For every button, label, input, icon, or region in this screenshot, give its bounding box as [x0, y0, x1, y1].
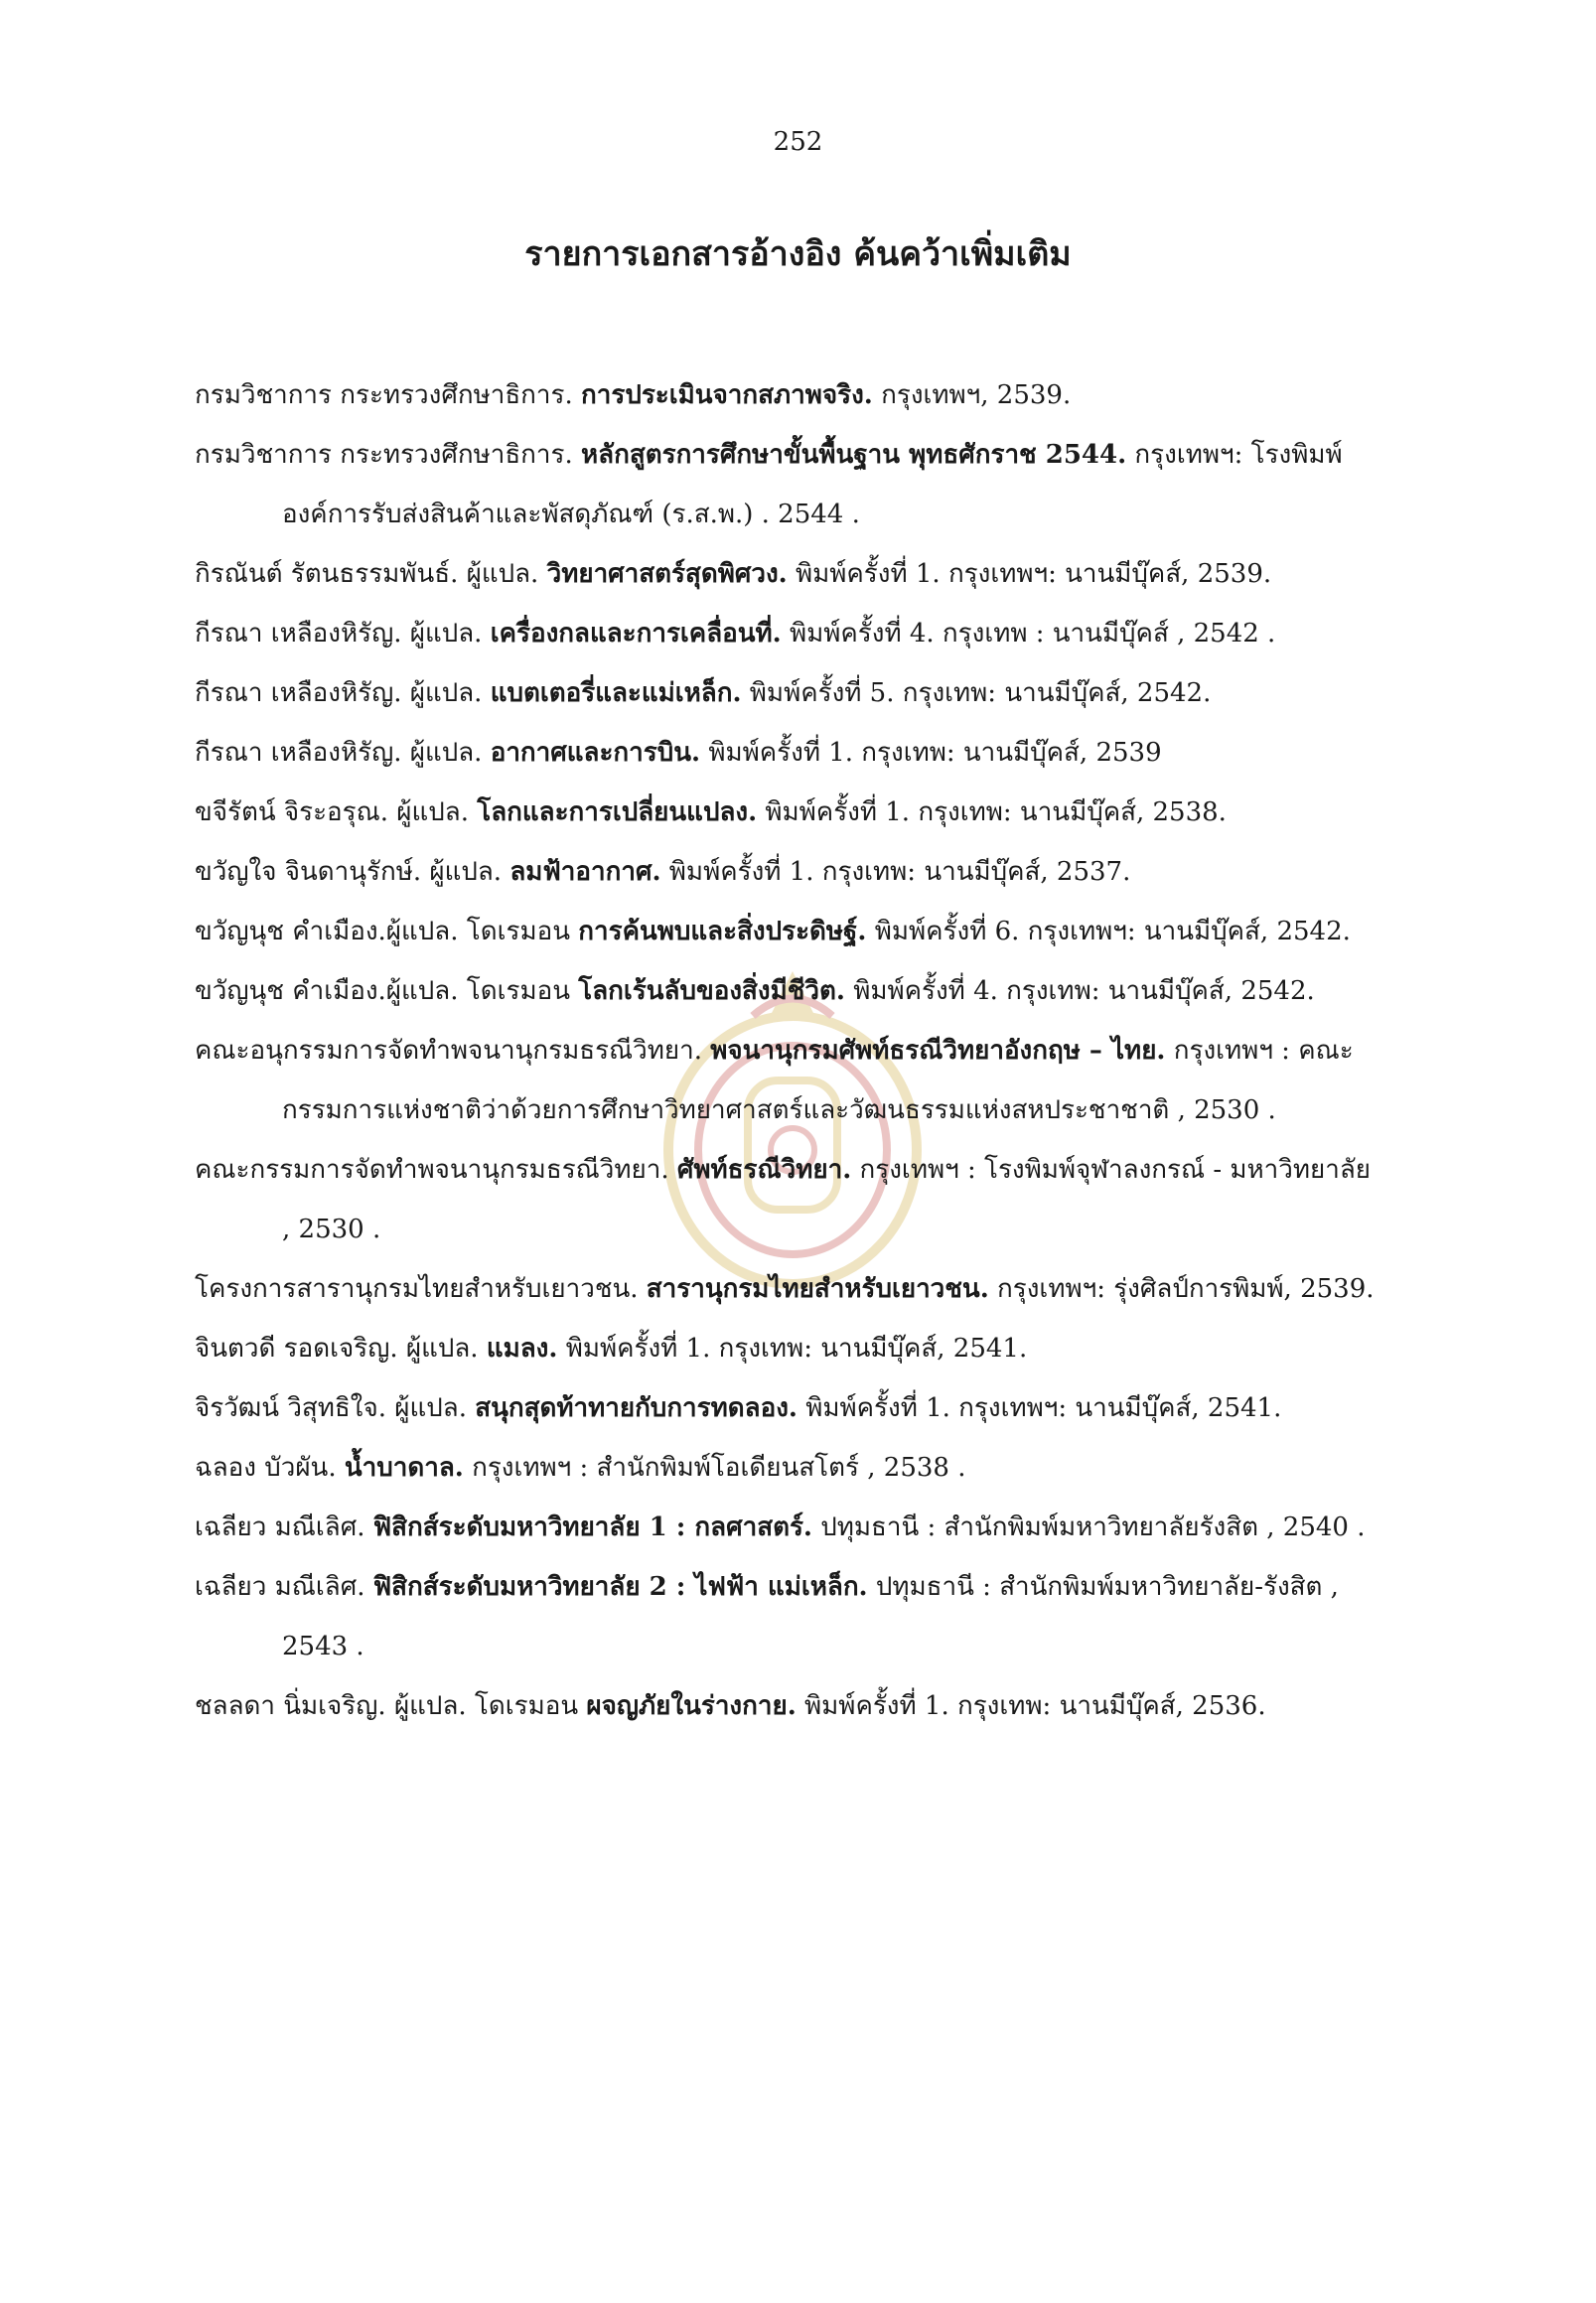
reference-entry [195, 1319, 1386, 1378]
reference-publication: พิมพ์ครั้งที่ 1. กรุงเทพ: นานมีบุ๊คส์, 2536. [804, 1691, 1266, 1721]
reference-entry [195, 663, 1386, 723]
reference-publication: กรุงเทพฯ, 2539. [881, 380, 1072, 410]
reference-entry [195, 842, 1386, 902]
reference-publication: พิมพ์ครั้งที่ 4. กรุงเทพ: นานมีบุ๊คส์, 2542. [853, 976, 1315, 1006]
reference-publication: กรุงเทพฯ: โรงพิมพ์องค์การรับส่งสินค้าและพัสดุภัณฑ์ (ร.ส.พ.) . 2544 . [282, 440, 1343, 529]
reference-author: กีรณา เหลืองหิรัญ. ผู้แปล. [195, 619, 483, 648]
reference-publication: พิมพ์ครั้งที่ 1. กรุงเทพฯ: นานมีบุ๊คส์, 2541. [805, 1393, 1282, 1423]
reference-entry [195, 902, 1386, 961]
reference-publication: พิมพ์ครั้งที่ 4. กรุงเทพ : นานมีบุ๊คส์ , 2542 . [789, 619, 1276, 648]
reference-author: กีรณา เหลืองหิรัญ. ผู้แปล. [195, 678, 483, 708]
reference-publication: พิมพ์ครั้งที่ 6. กรุงเทพฯ: นานมีบุ๊คส์, 2542. [874, 917, 1351, 946]
reference-title: อากาศและการบิน. [490, 738, 701, 768]
reference-publication: พิมพ์ครั้งที่ 1. กรุงเทพ: นานมีบุ๊คส์, 2539 [708, 738, 1162, 768]
reference-title: โลกและการเปลี่ยนแปลง. [477, 797, 758, 827]
reference-author: กรมวิชาการ กระทรวงศึกษาธิการ. [195, 440, 573, 470]
reference-publication: พิมพ์ครั้งที่ 5. กรุงเทพ: นานมีบุ๊คส์, 2542. [749, 678, 1212, 708]
reference-publication: พิมพ์ครั้งที่ 1. กรุงเทพ: นานมีบุ๊คส์, 2538. [765, 797, 1227, 827]
reference-title: โลกเร้นลับของสิ่งมีชีวิต. [578, 976, 845, 1006]
reference-publication: กรุงเทพฯ: รุ่งศิลป์การพิมพ์, 2539. [997, 1274, 1375, 1304]
reference-author: กีรณา เหลืองหิรัญ. ผู้แปล. [195, 738, 483, 768]
reference-entry [195, 425, 1386, 544]
reference-entry [195, 1140, 1386, 1259]
reference-author: ขวัญใจ จินดานุรักษ์. ผู้แปล. [195, 857, 503, 887]
reference-author: จินตวดี รอดเจริญ. ผู้แปล. [195, 1334, 479, 1364]
reference-entry [195, 1259, 1386, 1319]
reference-publication: พิมพ์ครั้งที่ 1. กรุงเทพ: นานมีบุ๊คส์, 2537. [668, 857, 1131, 887]
reference-title: ฟิสิกส์ระดับมหาวิทยาลัย 2 : ไฟฟ้า แม่เหล็ก. [372, 1572, 868, 1602]
reference-author: คณะอนุกรรมการจัดทำพจนานุกรมธรณีวิทยา. [195, 1036, 702, 1066]
reference-publication: กรุงเทพฯ : คณะกรรมการแห่งชาติว่าด้วยการศึกษาวิทยาศาสตร์และวัฒนธรรมแห่งสหประชาชาติ , 2530 . [282, 1036, 1354, 1125]
reference-entry [195, 365, 1386, 425]
reference-publication: กรุงเทพฯ : โรงพิมพ์จุฬาลงกรณ์ - มหาวิทยาลัย , 2530 . [282, 1155, 1372, 1244]
reference-title: ลมฟ้าอากาศ. [509, 857, 661, 887]
reference-entry [195, 604, 1386, 663]
reference-title: น้ำบาดาล. [344, 1453, 464, 1483]
page-number: 252 [773, 127, 823, 157]
reference-author: ขวัญนุช คำเมือง.ผู้แปล. โดเรมอน [195, 917, 570, 946]
reference-title: เครื่องกลและการเคลื่อนที่. [490, 619, 782, 648]
reference-publication: กรุงเทพฯ : สำนักพิมพ์โอเดียนสโตร์ , 2538 . [472, 1453, 966, 1483]
reference-title: ฟิสิกส์ระดับมหาวิทยาลัย 1 : กลศาสตร์. [372, 1512, 812, 1542]
reference-author: ขจีรัตน์ จิระอรุณ. ผู้แปล. [195, 797, 469, 827]
reference-title: หลักสูตรการศึกษาขั้นพื้นฐาน พุทธศักราช 2544. [581, 440, 1127, 470]
reference-entry [195, 961, 1386, 1021]
reference-entry [195, 1676, 1386, 1736]
reference-author: เฉลียว มณีเลิศ. [195, 1572, 365, 1602]
reference-publication: ปทุมธานี : สำนักพิมพ์มหาวิทยาลัย-รังสิต , 2543 . [282, 1572, 1339, 1661]
reference-entry [195, 544, 1386, 604]
reference-entry [195, 1438, 1386, 1498]
reference-author: ชลลดา นิ่มเจริญ. ผู้แปล. โดเรมอน [195, 1691, 579, 1721]
reference-title: แบตเตอรี่และแม่เหล็ก. [490, 678, 742, 708]
reference-entry [195, 1021, 1386, 1140]
reference-title: การประเมินจากสภาพจริง. [581, 380, 873, 410]
reference-entry [195, 1557, 1386, 1676]
reference-author: กรมวิชาการ กระทรวงศึกษาธิการ. [195, 380, 573, 410]
reference-publication: ปทุมธานี : สำนักพิมพ์มหาวิทยาลัยรังสิต , 2540 . [820, 1512, 1366, 1542]
reference-author: คณะกรรมการจัดทำพจนานุกรมธรณีวิทยา. [195, 1155, 669, 1185]
reference-list [195, 365, 1386, 1736]
reference-title: แมลง. [486, 1334, 558, 1364]
reference-title: การค้นพบและสิ่งประดิษฐ์. [578, 917, 867, 946]
reference-title: สารานุกรมไทยสำหรับเยาวชน. [646, 1274, 989, 1304]
reference-title: วิทยาศาสตร์สุดพิศวง. [546, 559, 788, 589]
reference-author: โครงการสารานุกรมไทยสำหรับเยาวชน. [195, 1274, 639, 1304]
reference-entry [195, 723, 1386, 783]
reference-publication: พิมพ์ครั้งที่ 1. กรุงเทพ: นานมีบุ๊คส์, 2541. [565, 1334, 1028, 1364]
reference-author: จิรวัฒน์ วิสุทธิใจ. ผู้แปล. [195, 1393, 467, 1423]
reference-publication: พิมพ์ครั้งที่ 1. กรุงเทพฯ: นานมีบุ๊คส์, 2539. [796, 559, 1272, 589]
reference-author: เฉลียว มณีเลิศ. [195, 1512, 365, 1542]
reference-title: ศัพท์ธรณีวิทยา. [676, 1155, 852, 1185]
reference-entry [195, 1378, 1386, 1438]
reference-author: ขวัญนุช คำเมือง.ผู้แปล. โดเรมอน [195, 976, 570, 1006]
reference-author: ฉลอง บัวผัน. [195, 1453, 337, 1483]
reference-title: พจนานุกรมศัพท์ธรณีวิทยาอังกฤษ – ไทย. [710, 1036, 1166, 1066]
reference-title: ผจญภัยในร่างกาย. [586, 1691, 797, 1721]
reference-author: กิรณันต์ รัตนธรรมพันธ์. ผู้แปล. [195, 559, 539, 589]
page-title: รายการเอกสารอ้างอิง ค้นคว้าเพิ่มเติม [524, 234, 1072, 274]
reference-entry [195, 1498, 1386, 1557]
reference-entry [195, 783, 1386, 842]
reference-title: สนุกสุดท้าทายกับการทดลอง. [475, 1393, 798, 1423]
